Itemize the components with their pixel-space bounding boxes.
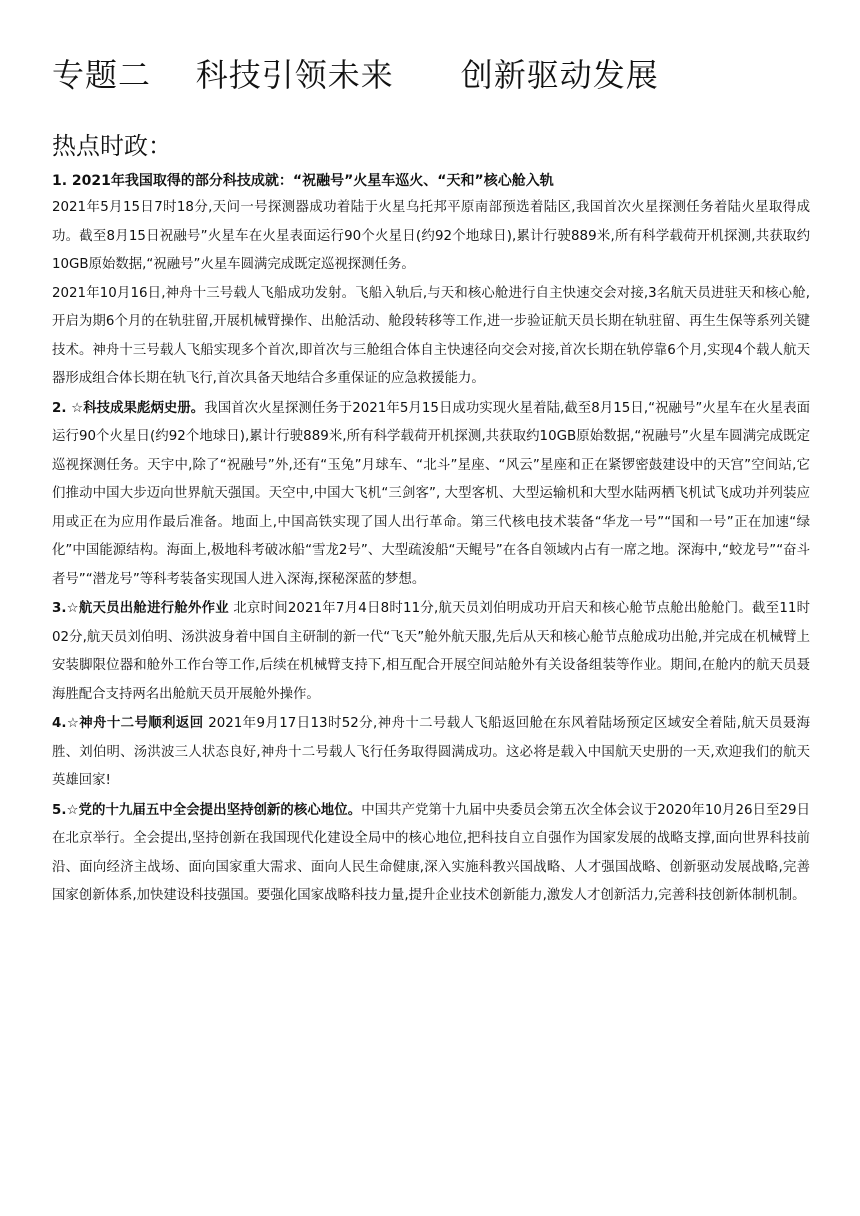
item-3-lead: 3.☆航天员出舱进行舱外作业 xyxy=(52,601,229,616)
item-1-paragraph-1: 2021年5月15日7时18分,天问一号探测器成功着陆于火星乌托邦平原南部预选着陆区,我国首次火星探测任务着陆火星取得成功。截至8月15日祝融号”火星车在火星表面运行90个火星日(约92个地球日),累计行驶889米,所有科学载荷开机探测,共获取约10GB原始数据,“祝融号”火星车圆满完成既定巡视探测任务。 xyxy=(52,200,810,272)
page-title: 专题二 科技引领未来 创新驱动发展 xyxy=(52,56,659,94)
item-4-text: 2021年9月17日13时52分,神舟十二号载人飞船返回舱在东风着陆场预定区域安全着陆,航天员聂海胜、刘伯明、汤洪波三人状态良好,神舟十二号载人飞行任务取得圆满成功。这必将是载入中国航天史册的一天,欢迎我们的航天英雄回家! xyxy=(52,716,810,788)
item-5-lead: 5.☆党的十九届五中全会提出坚持创新的核心地位。 xyxy=(52,802,362,818)
item-4-paragraph xyxy=(52,710,810,796)
item-2-lead: 2. ☆科技成果彪炳史册。 xyxy=(52,400,205,416)
item-4-lead: 4.☆神舟十二号顺利返回 xyxy=(52,716,204,731)
item-1-heading: 1. 2021年我国取得的部分科技成就：“祝融号”火星车巡火、“天和”核心舱入轨 xyxy=(52,173,554,189)
document-body xyxy=(52,168,810,912)
item-5-text: 中国共产党第十九届中央委员会第五次全体会议于2020年10月26日至29日在北京举行。全会提出,坚持创新在我国现代化建设全局中的核心地位,把科技自立自强作为国家发展的战略支撑,面向世界科技前沿、面向经济主战场、面向国家重大需求、面向人民生命健康,深入实施科教兴国战略、人才强国战略、创新驱动发展战略,完善国家创新体系,加快建设科技强国。要强化国家战略科技力量,提升企业技术创新能力,激发人才创新活力,完善科技创新体制机制。 xyxy=(52,802,810,903)
item-4 xyxy=(52,710,810,796)
item-2-paragraph xyxy=(52,395,810,595)
item-3 xyxy=(52,595,810,709)
item-2 xyxy=(52,395,810,595)
section-subtitle: 热点时政： xyxy=(52,132,172,160)
item-5-paragraph xyxy=(52,797,810,911)
item-3-paragraph xyxy=(52,595,810,709)
item-2-text: 我国首次火星探测任务于2021年5月15日成功实现火星着陆,截至8月15日,“祝融号”火星车在火星表面运行90个火星日(约92个地球日),累计行驶889米,所有科学载荷开机探测,共获取约10GB原始数据,“祝融号”火星车圆满完成既定巡视探测任务。天宇中,除了“祝融号”外,还有“玉兔”月球车、“北斗”星座、“风云”星座和正在紧锣密鼓建设中的天宫”空间站,它们推动中国大步迈向世界航天强国。天空中,中国大飞机“三剑客”, 大型客机、大型运输机和大型水陆两栖飞机试飞成功并列装应用或正在为应用作最后准备。地面上,中国高铁实现了国人出行革命。第三代核电技术装备“华龙一号”“国和一号”正在加速“绿化”中国能源结构。海面上,极地科考破冰船“雪龙2号”、大型疏浚船“天鲲号”在各自领域内占有一席之地。深海中,“蛟龙号”“奋斗者号”“潜龙号”等科考装备实现国人进入深海,探秘深蓝的梦想。 xyxy=(52,400,810,587)
item-5 xyxy=(52,797,810,911)
item-1 xyxy=(52,168,810,394)
item-3-text: 北京时间2021年7月4日8时11分,航天员刘伯明成功开启天和核心舱节点舱出舱舱门。截至11时02分,航天员刘伯明、汤洪波身着中国自主研制的新一代“飞天”舱外航天服,先后从天和核心舱节点舱成功出舱,并完成在机械臂上安装脚限位器和舱外工作台等工作,后续在机械臂支持下,相互配合开展空间站舱外有关设备组装等作业。期间,在舱内的航天员聂海胜配合支持两名出舱航天员开展舱外操作。 xyxy=(52,601,810,702)
item-1-paragraph-2: 2021年10月16日,神舟十三号载人飞船成功发射。飞船入轨后,与天和核心舱进行自主快速交会对接,3名航天员进驻天和核心舱,开启为期6个月的在轨驻留,开展机械臂操作、出舱活动、舱段转移等工作,进一步验证航天员长期在轨驻留、再生生保等系列关键技术。神舟十三号载人飞船实现多个首次,即首次与三舱组合体自主快速径向交会对接,首次长期在轨停靠6个月,实现4个载人航天器形成组合体长期在轨飞行,首次具备天地结合多重保证的应急救援能力。 xyxy=(52,285,810,386)
